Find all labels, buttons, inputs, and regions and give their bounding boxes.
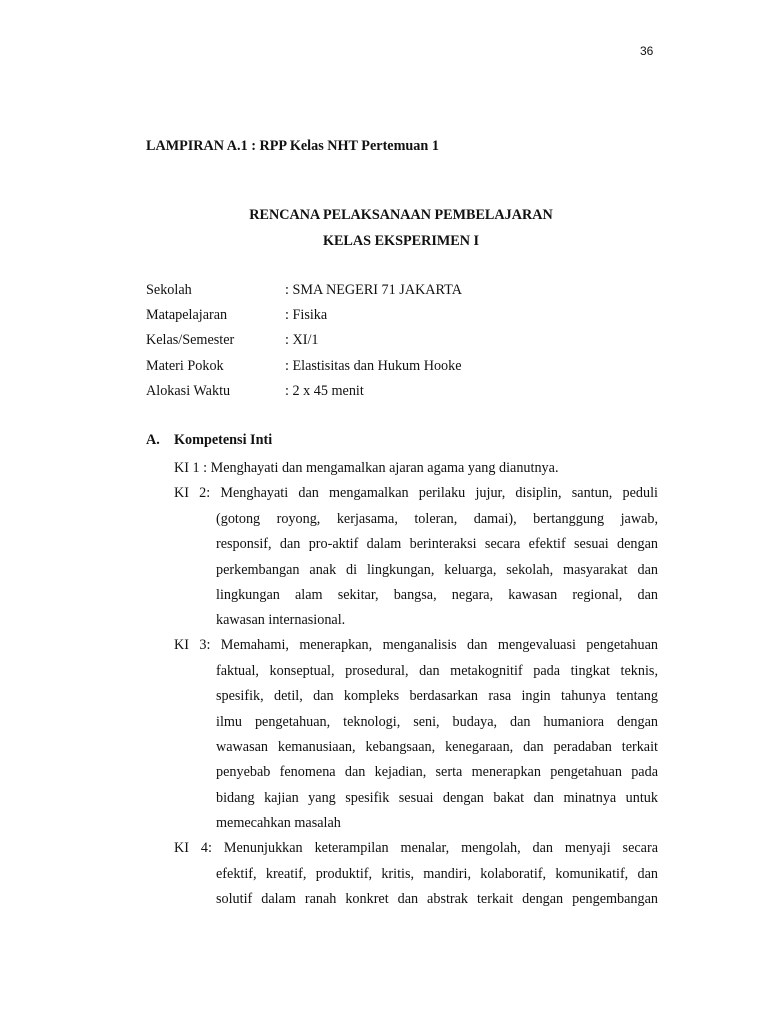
identity-label: Kelas/Semester	[146, 332, 235, 349]
ki-2-line: kawasan internasional.	[216, 612, 346, 628]
identity-row-kelas-semester	[146, 332, 462, 357]
identity-value: : Fisika	[285, 307, 328, 324]
ki-2-line: lingkungan alam sekitar, bangsa, negara, kawasan regional, dan	[216, 587, 658, 603]
identity-value: : XI/1	[285, 332, 319, 349]
ki-4-line: efektif, kreatif, produktif, kritis, mandiri, kolaboratif, komunikatif, dan	[216, 866, 658, 882]
ki-3-line: KI 3: Memahami, menerapkan, menganalisis dan mengevaluasi pengetahuan	[174, 637, 658, 653]
identity-row-sekolah	[146, 282, 462, 307]
ki-4-line: KI 4: Menunjukkan keterampilan menalar, mengolah, dan menyaji secara	[174, 840, 658, 856]
ki-1-line: KI 1 : Menghayati dan mengamalkan ajaran agama yang dianutnya.	[174, 460, 559, 476]
ki-3-line: spesifik, detil, dan kompleks berdasarkan rasa ingin tahunya tentang	[216, 688, 658, 704]
ki-2-line: (gotong royong, kerjasama, toleran, damai), bertanggung jawab,	[216, 511, 658, 527]
identity-value: : SMA NEGERI 71 JAKARTA	[285, 282, 462, 298]
identity-row-alokasi-waktu	[146, 383, 462, 408]
identity-row-materi-pokok	[146, 358, 462, 383]
ki-3-line: penyebab fenomena dan kejadian, serta menerapkan pengetahuan pada	[216, 764, 658, 780]
page-number: 36	[640, 44, 654, 58]
identity-label: Sekolah	[146, 282, 192, 298]
ki-4-line: solutif dalam ranah konkret dan abstrak terkait dengan pengembangan	[216, 891, 658, 907]
identity-label: Materi Pokok	[146, 357, 224, 374]
ki-3-line: ilmu pengetahuan, teknologi, seni, budaya, dan humaniora dengan	[216, 714, 658, 730]
section-title: Kompetensi Inti	[174, 432, 273, 448]
ki-2-line: perkembangan anak di lingkungan, keluarga, sekolah, masyarakat dan	[216, 562, 658, 578]
identity-value: : Elastisitas dan Hukum Hooke	[285, 357, 462, 374]
ki-3-line: wawasan kemanusiaan, kebangsaan, kenegaraan, dan peradaban terkait	[216, 739, 658, 755]
document-title-line-2: KELAS EKSPERIMEN I	[322, 233, 480, 249]
identity-label: Alokasi Waktu	[146, 382, 231, 399]
section-letter: A.	[146, 432, 160, 448]
identity-table	[146, 282, 462, 408]
ki-2-line: KI 2: Menghayati dan mengamalkan perilaku jujur, disiplin, santun, peduli	[174, 485, 658, 501]
ki-2-line: responsif, dan pro-aktif dalam berinteraksi secara efektif sesuai dengan	[216, 536, 658, 552]
identity-row-matapelajaran	[146, 307, 462, 332]
section-a-heading	[146, 432, 272, 449]
ki-3-line: faktual, konseptual, prosedural, dan metakognitif pada tingkat teknis,	[216, 663, 658, 679]
document-title-line-1: RENCANA PELAKSANAAN PEMBELAJARAN	[249, 207, 553, 223]
lampiran-heading: LAMPIRAN A.1 : RPP Kelas NHT Pertemuan 1	[146, 138, 439, 154]
ki-3-line: bidang kajian yang spesifik sesuai dengan bakat dan minatnya untuk	[216, 790, 658, 806]
ki-3-line: memecahkan masalah	[216, 815, 341, 831]
identity-value: : 2 x 45 menit	[285, 382, 364, 399]
identity-label: Matapelajaran	[146, 307, 228, 324]
